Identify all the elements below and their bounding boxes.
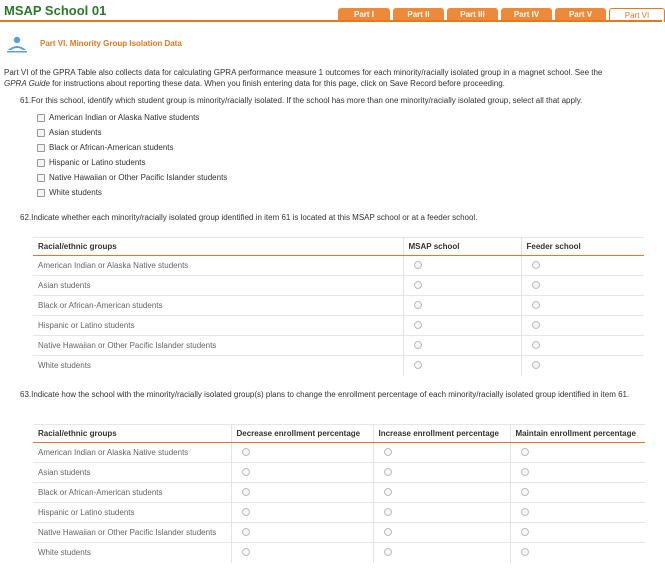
- msap-radio[interactable]: [414, 361, 422, 369]
- group-label: Native Hawaiian or Other Pacific Islander students: [33, 336, 403, 356]
- option-label: Native Hawaiian or Other Pacific Islander students: [49, 173, 228, 182]
- section-title: Part VI. Minority Group Isolation Data: [40, 39, 182, 48]
- checkbox[interactable]: [37, 114, 45, 122]
- group-label: American Indian or Alaska Native students: [33, 256, 403, 276]
- decrease-radio[interactable]: [242, 508, 250, 516]
- increase-radio[interactable]: [384, 528, 392, 536]
- checkbox[interactable]: [37, 174, 45, 182]
- checkbox[interactable]: [37, 144, 45, 152]
- tab-part-2[interactable]: Part II: [393, 8, 444, 21]
- group-label: Hispanic or Latino students: [33, 316, 403, 336]
- maintain-radio[interactable]: [521, 548, 529, 556]
- q61-option[interactable]: [37, 125, 227, 140]
- msap-radio[interactable]: [414, 301, 422, 309]
- option-label: Asian students: [49, 128, 102, 137]
- maintain-radio[interactable]: [521, 488, 529, 496]
- feeder-radio[interactable]: [532, 321, 540, 329]
- q61-option[interactable]: [37, 110, 227, 125]
- group-label: Black or African-American students: [33, 296, 403, 316]
- checkbox[interactable]: [37, 189, 45, 197]
- tab-part-3[interactable]: Part III: [447, 8, 498, 21]
- decrease-radio[interactable]: [242, 528, 250, 536]
- q61-option[interactable]: [37, 170, 227, 185]
- intro-line-2: for instructions about reporting these data. When you finish entering data for this page, click on Save Record before proceeding.: [49, 79, 505, 88]
- table-row: [33, 543, 645, 563]
- column-header: Feeder school: [521, 238, 644, 256]
- maintain-radio[interactable]: [521, 528, 529, 536]
- header-divider: [0, 20, 662, 22]
- option-label: American Indian or Alaska Native students: [49, 113, 200, 122]
- group-label: Asian students: [33, 463, 231, 483]
- tab-part-6[interactable]: Part VI: [609, 8, 665, 22]
- increase-radio[interactable]: [384, 468, 392, 476]
- q61-checklist: [37, 110, 227, 200]
- group-label: Hispanic or Latino students: [33, 503, 231, 523]
- feeder-radio[interactable]: [532, 281, 540, 289]
- decrease-radio[interactable]: [242, 488, 250, 496]
- column-header: Racial/ethnic groups: [33, 425, 231, 443]
- q62-table: [33, 237, 644, 376]
- intro-text: [4, 67, 659, 89]
- gpra-guide-link: GPRA Guide: [4, 79, 50, 88]
- msap-radio[interactable]: [414, 341, 422, 349]
- feeder-radio[interactable]: [532, 261, 540, 269]
- maintain-radio[interactable]: [521, 508, 529, 516]
- table-row: [33, 356, 644, 376]
- group-label: American Indian or Alaska Native students: [33, 443, 231, 463]
- group-label: Asian students: [33, 276, 403, 296]
- table-row: [33, 316, 644, 336]
- intro-line-1: Part VI of the GPRA Table also collects data for calculating GPRA performance measure 1 outcomes for each minority/racially isolated group in a magnet school. See the: [4, 68, 603, 77]
- column-header: Racial/ethnic groups: [33, 238, 403, 256]
- table-row: [33, 483, 645, 503]
- group-label: White students: [33, 543, 231, 563]
- increase-radio[interactable]: [384, 548, 392, 556]
- maintain-radio[interactable]: [521, 468, 529, 476]
- increase-radio[interactable]: [384, 508, 392, 516]
- page-header: [0, 0, 665, 22]
- option-label: Hispanic or Latino students: [49, 158, 146, 167]
- msap-radio[interactable]: [414, 281, 422, 289]
- question-62: 62.Indicate whether each minority/racially isolated group identified in item 61 is located at this MSAP school or at a feeder school.: [20, 213, 478, 222]
- person-icon: [6, 35, 28, 55]
- checkbox[interactable]: [37, 129, 45, 137]
- msap-radio[interactable]: [414, 261, 422, 269]
- column-header: Decrease enrollment percentage: [231, 425, 373, 443]
- msap-radio[interactable]: [414, 321, 422, 329]
- tab-part-1[interactable]: Part I: [338, 8, 390, 21]
- school-title: MSAP School 01: [4, 3, 107, 18]
- group-label: White students: [33, 356, 403, 376]
- table-header-row: [33, 425, 645, 443]
- group-label: Black or African-American students: [33, 483, 231, 503]
- table-row: [33, 276, 644, 296]
- table-row: [33, 296, 644, 316]
- column-header: MSAP school: [403, 238, 521, 256]
- table-row: [33, 336, 644, 356]
- column-header: Maintain enrollment percentage: [510, 425, 645, 443]
- column-header: Increase enrollment percentage: [373, 425, 510, 443]
- increase-radio[interactable]: [384, 488, 392, 496]
- group-label: Native Hawaiian or Other Pacific Islander students: [33, 523, 231, 543]
- q61-option[interactable]: [37, 185, 227, 200]
- feeder-radio[interactable]: [532, 301, 540, 309]
- decrease-radio[interactable]: [242, 548, 250, 556]
- q63-table: [33, 424, 645, 563]
- decrease-radio[interactable]: [242, 468, 250, 476]
- table-row: [33, 256, 644, 276]
- feeder-radio[interactable]: [532, 341, 540, 349]
- tab-part-4[interactable]: Part IV: [501, 8, 552, 21]
- table-row: [33, 503, 645, 523]
- tab-part-5[interactable]: Part V: [555, 8, 606, 21]
- table-row: [33, 443, 645, 463]
- table-header-row: [33, 238, 644, 256]
- option-label: Black or African-American students: [49, 143, 174, 152]
- decrease-radio[interactable]: [242, 448, 250, 456]
- feeder-radio[interactable]: [532, 361, 540, 369]
- increase-radio[interactable]: [384, 448, 392, 456]
- question-61: 61.For this school, identify which student group is minority/racially isolated. If the school has more than one minority/racially isolated group, select all that apply.: [20, 96, 583, 105]
- option-label: White students: [49, 188, 102, 197]
- checkbox[interactable]: [37, 159, 45, 167]
- q61-option[interactable]: [37, 140, 227, 155]
- table-row: [33, 463, 645, 483]
- question-63: 63.Indicate how the school with the minority/racially isolated group(s) plans to change the enrollment percentage of each minority/racially isolated group identified in item 61.: [20, 390, 630, 399]
- q61-option[interactable]: [37, 155, 227, 170]
- maintain-radio[interactable]: [521, 448, 529, 456]
- table-row: [33, 523, 645, 543]
